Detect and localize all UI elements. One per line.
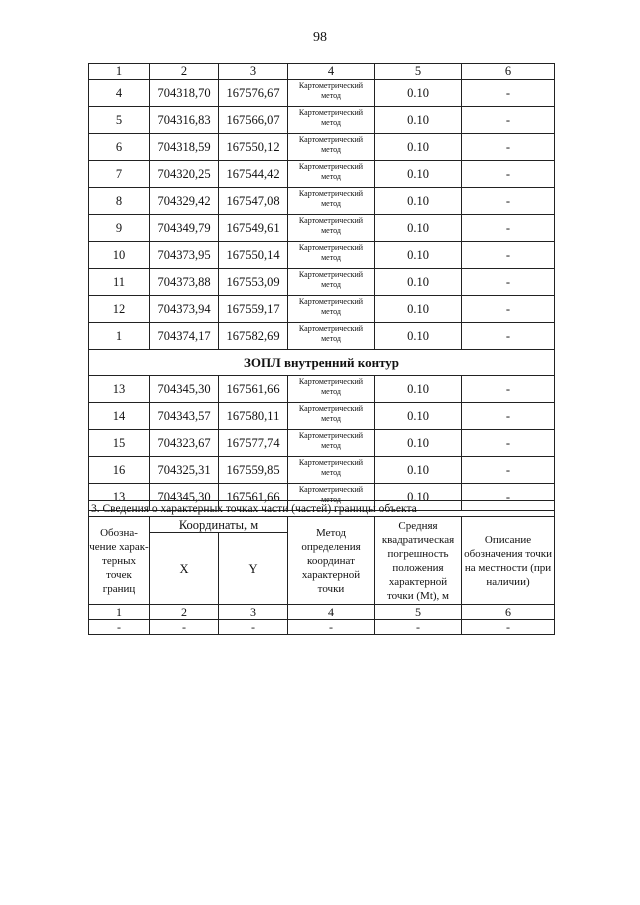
cell-y: 167576,67 — [219, 80, 288, 107]
cell-accuracy: 0.10 — [375, 323, 462, 350]
cell-description: - — [462, 215, 555, 242]
empty-cell: - — [288, 620, 375, 635]
table-row — [89, 161, 555, 188]
cell-x: 704345,30 — [150, 376, 219, 403]
column-number: 5 — [375, 605, 462, 620]
table-row — [89, 215, 555, 242]
cell-description: - — [462, 269, 555, 296]
cell-y: 167559,17 — [219, 296, 288, 323]
cell-point: 14 — [89, 403, 150, 430]
cell-description: - — [462, 457, 555, 484]
cell-description: - — [462, 376, 555, 403]
column-number: 4 — [288, 64, 375, 80]
column-number: 5 — [375, 64, 462, 80]
coordinates-table — [88, 63, 555, 511]
table-row — [89, 323, 555, 350]
cell-accuracy: 0.10 — [375, 403, 462, 430]
cell-method: Картометрический метод — [288, 107, 375, 134]
cell-method: Картометрический метод — [288, 242, 375, 269]
table-row — [89, 80, 555, 107]
cell-accuracy: 0.10 — [375, 457, 462, 484]
cell-y: 167580,11 — [219, 403, 288, 430]
cell-accuracy: 0.10 — [375, 215, 462, 242]
cell-x: 704316,83 — [150, 107, 219, 134]
cell-y: 167582,69 — [219, 323, 288, 350]
cell-point: 5 — [89, 107, 150, 134]
cell-method: Картометрический метод — [288, 134, 375, 161]
section-title: ЗОПЛ внутренний контур — [89, 350, 555, 376]
empty-cell: - — [462, 620, 555, 635]
table-row — [89, 376, 555, 403]
cell-accuracy: 0.10 — [375, 80, 462, 107]
cell-point: 4 — [89, 80, 150, 107]
cell-accuracy: 0.10 — [375, 430, 462, 457]
column-number-row — [89, 64, 555, 80]
column-number: 6 — [462, 64, 555, 80]
cell-y: 167561,66 — [219, 376, 288, 403]
column-number: 3 — [219, 64, 288, 80]
cell-point: 8 — [89, 188, 150, 215]
table-row — [89, 296, 555, 323]
cell-y: 167553,09 — [219, 269, 288, 296]
cell-y: 167547,08 — [219, 188, 288, 215]
table-row — [89, 457, 555, 484]
header-accuracy: Средняя квадратическая погрешность положения характерной точки (Mt), м — [375, 517, 462, 605]
cell-method: Картометрический метод — [288, 215, 375, 242]
section-row — [89, 350, 555, 376]
cell-point: 1 — [89, 323, 150, 350]
cell-accuracy: 0.10 — [375, 107, 462, 134]
cell-method: Картометрический метод — [288, 457, 375, 484]
cell-point: 13 — [89, 484, 150, 511]
cell-point: 9 — [89, 215, 150, 242]
cell-x: 704320,25 — [150, 161, 219, 188]
cell-method: Картометрический метод — [288, 80, 375, 107]
cell-description: - — [462, 403, 555, 430]
cell-accuracy: 0.10 — [375, 296, 462, 323]
cell-point: 15 — [89, 430, 150, 457]
cell-x: 704323,67 — [150, 430, 219, 457]
cell-point: 11 — [89, 269, 150, 296]
cell-method: Картометрический метод — [288, 323, 375, 350]
page-number: 98 — [313, 30, 327, 45]
cell-point: 7 — [89, 161, 150, 188]
cell-y: 167577,74 — [219, 430, 288, 457]
header-point: Обозна-чение харак-терных точек границ — [89, 517, 150, 605]
cell-y: 167566,07 — [219, 107, 288, 134]
cell-y: 167550,14 — [219, 242, 288, 269]
empty-cell: - — [89, 620, 150, 635]
empty-cell: - — [150, 620, 219, 635]
table-row — [89, 430, 555, 457]
cell-x: 704318,70 — [150, 80, 219, 107]
cell-description: - — [462, 323, 555, 350]
cell-description: - — [462, 296, 555, 323]
cell-method: Картометрический метод — [288, 376, 375, 403]
cell-x: 704345,30 — [150, 484, 219, 511]
cell-x: 704373,95 — [150, 242, 219, 269]
cell-accuracy: 0.10 — [375, 269, 462, 296]
column-number: 4 — [288, 605, 375, 620]
empty-cell: - — [219, 620, 288, 635]
header-x: X — [150, 533, 219, 605]
cell-description: - — [462, 484, 555, 511]
cell-description: - — [462, 188, 555, 215]
table-row — [89, 188, 555, 215]
cell-method: Картометрический метод — [288, 296, 375, 323]
cell-description: - — [462, 242, 555, 269]
cell-y: 167549,61 — [219, 215, 288, 242]
column-number: 2 — [150, 605, 219, 620]
cell-x: 704373,94 — [150, 296, 219, 323]
cell-y: 167559,85 — [219, 457, 288, 484]
section3-table — [88, 500, 555, 635]
cell-x: 704325,31 — [150, 457, 219, 484]
cell-y: 167544,42 — [219, 161, 288, 188]
cell-description: - — [462, 161, 555, 188]
header-y: Y — [219, 533, 288, 605]
cell-y: 167561,66 — [219, 484, 288, 511]
table-row — [89, 403, 555, 430]
cell-point: 6 — [89, 134, 150, 161]
header-coordinates: Координаты, м — [150, 517, 288, 533]
empty-cell: - — [375, 620, 462, 635]
cell-y: 167550,12 — [219, 134, 288, 161]
column-number: 6 — [462, 605, 555, 620]
cell-x: 704349,79 — [150, 215, 219, 242]
cell-accuracy: 0.10 — [375, 242, 462, 269]
cell-point: 10 — [89, 242, 150, 269]
cell-point: 16 — [89, 457, 150, 484]
cell-method: Картометрический метод — [288, 269, 375, 296]
cell-accuracy: 0.10 — [375, 376, 462, 403]
column-number: 2 — [150, 64, 219, 80]
column-number: 1 — [89, 605, 150, 620]
cell-x: 704373,88 — [150, 269, 219, 296]
cell-method: Картометрический метод — [288, 430, 375, 457]
cell-point: 13 — [89, 376, 150, 403]
cell-method: Картометрический метод — [288, 403, 375, 430]
header-description: Описание обозначения точки на местности (при наличии) — [462, 517, 555, 605]
cell-point: 12 — [89, 296, 150, 323]
header-method: Метод определения координат характерной точки — [288, 517, 375, 605]
cell-description: - — [462, 134, 555, 161]
cell-description: - — [462, 430, 555, 457]
column-number: 1 — [89, 64, 150, 80]
cell-x: 704374,17 — [150, 323, 219, 350]
table-row — [89, 242, 555, 269]
cell-method: Картометрический метод — [288, 484, 375, 511]
cell-accuracy: 0.10 — [375, 484, 462, 511]
section3-title: 3. Сведения о характерных точках части (частей) границы объекта — [89, 501, 555, 517]
cell-accuracy: 0.10 — [375, 188, 462, 215]
cell-description: - — [462, 80, 555, 107]
table-row — [89, 134, 555, 161]
cell-x: 704318,59 — [150, 134, 219, 161]
cell-description: - — [462, 107, 555, 134]
cell-x: 704343,57 — [150, 403, 219, 430]
table-row — [89, 107, 555, 134]
cell-x: 704329,42 — [150, 188, 219, 215]
cell-accuracy: 0.10 — [375, 134, 462, 161]
table-row — [89, 269, 555, 296]
cell-accuracy: 0.10 — [375, 161, 462, 188]
cell-method: Картометрический метод — [288, 161, 375, 188]
cell-method: Картометрический метод — [288, 188, 375, 215]
column-number: 3 — [219, 605, 288, 620]
